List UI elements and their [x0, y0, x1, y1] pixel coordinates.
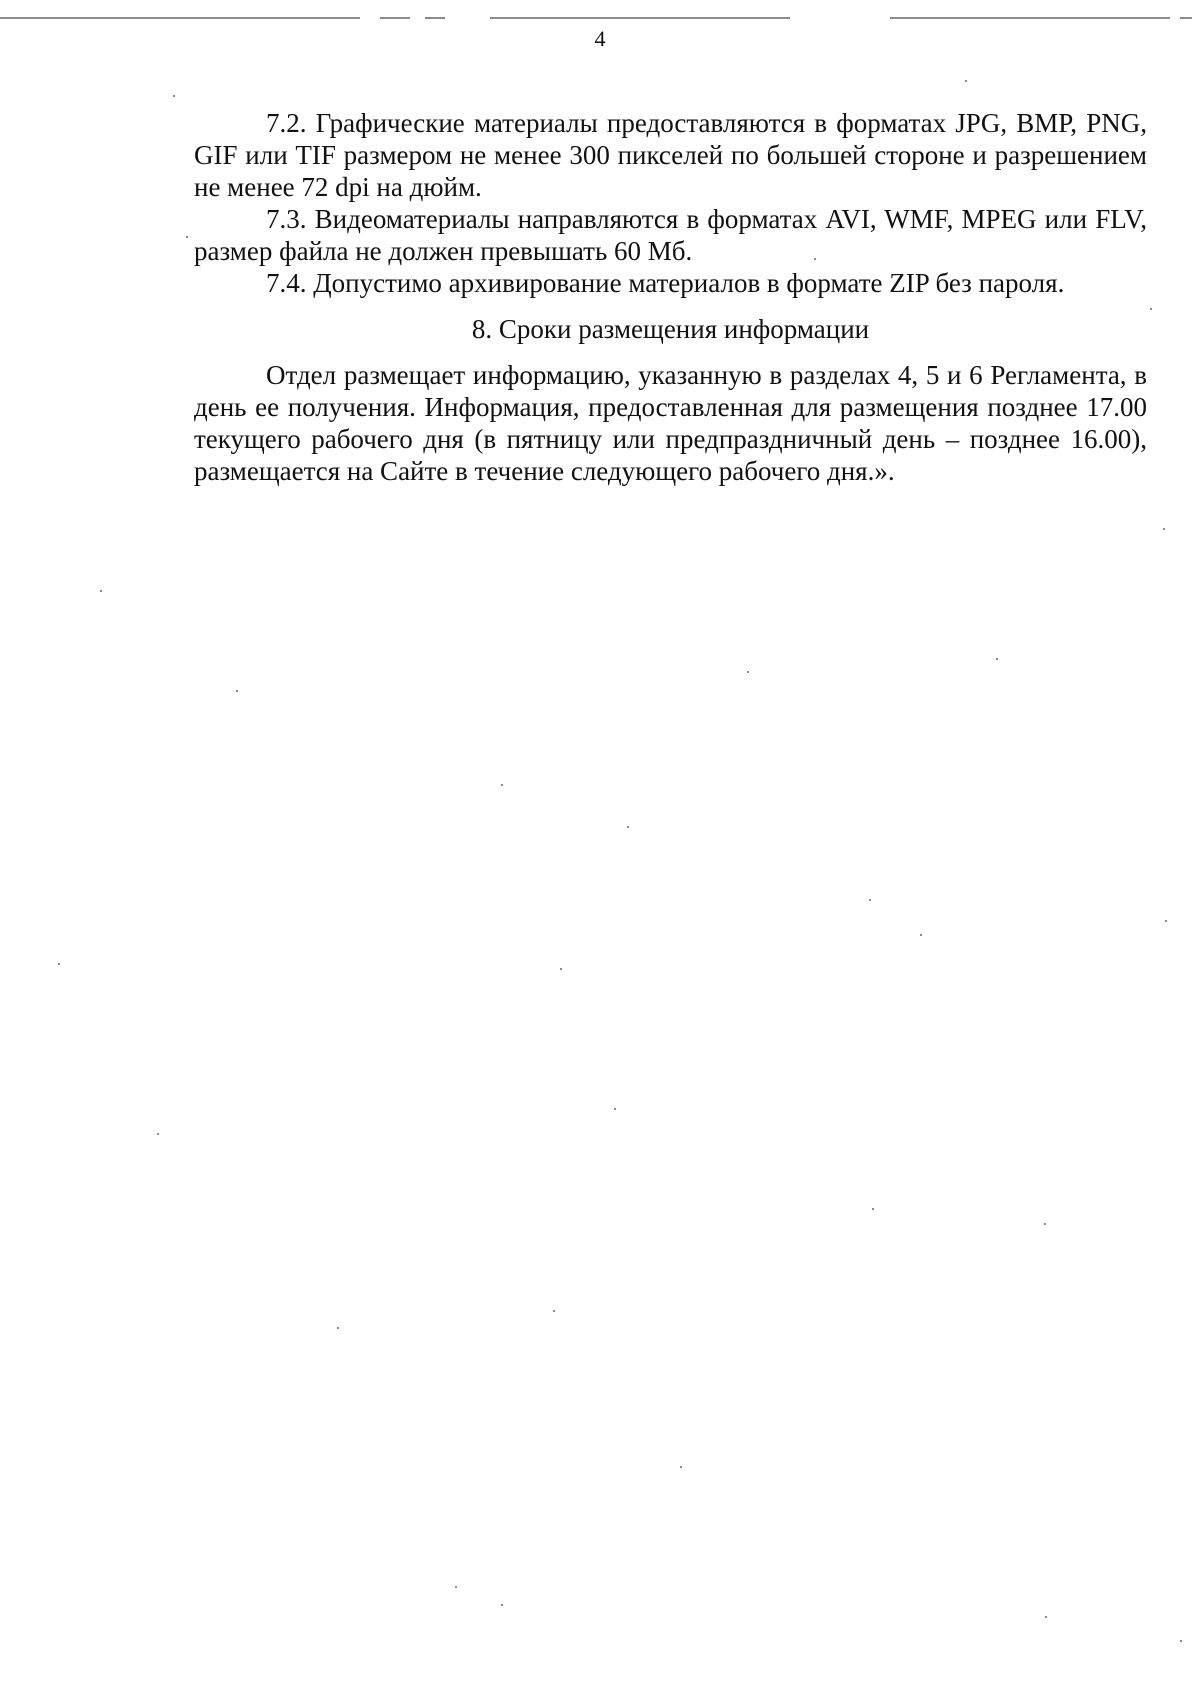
section-8-paragraph: Отдел размещает информацию, указанную в разделах 4, 5 и 6 Регламента, в день ее получения. Информация, предоставленная для размещения позднее 17.00 текущего рабочего дня (в пятницу или предпраздничный день – позднее 16.00), размещается на Сайте в течение следующего рабочего дня.».: [194, 360, 1147, 486]
page-number: 4: [594, 26, 606, 51]
section-8-heading: 8. Сроки размещения информации: [471, 314, 870, 344]
document-body: [194, 107, 1147, 487]
paragraph-7-3: 7.3. Видеоматериалы направляются в форматах AVI, WMF, MPEG или FLV, размер файла не должен превышать 60 Мб.: [194, 204, 1147, 266]
paragraph-7-2: 7.2. Графические материалы предоставляются в форматах JPG, BMP, PNG, GIF или TIF размером не менее 300 пикселей по большей стороне и разрешением не менее 72 dpi на дюйм.: [194, 108, 1147, 202]
paragraph-7-4: 7.4. Допустимо архивирование материалов в формате ZIP без пароля.: [266, 268, 1065, 298]
scan-edge-line: [0, 17, 1200, 20]
